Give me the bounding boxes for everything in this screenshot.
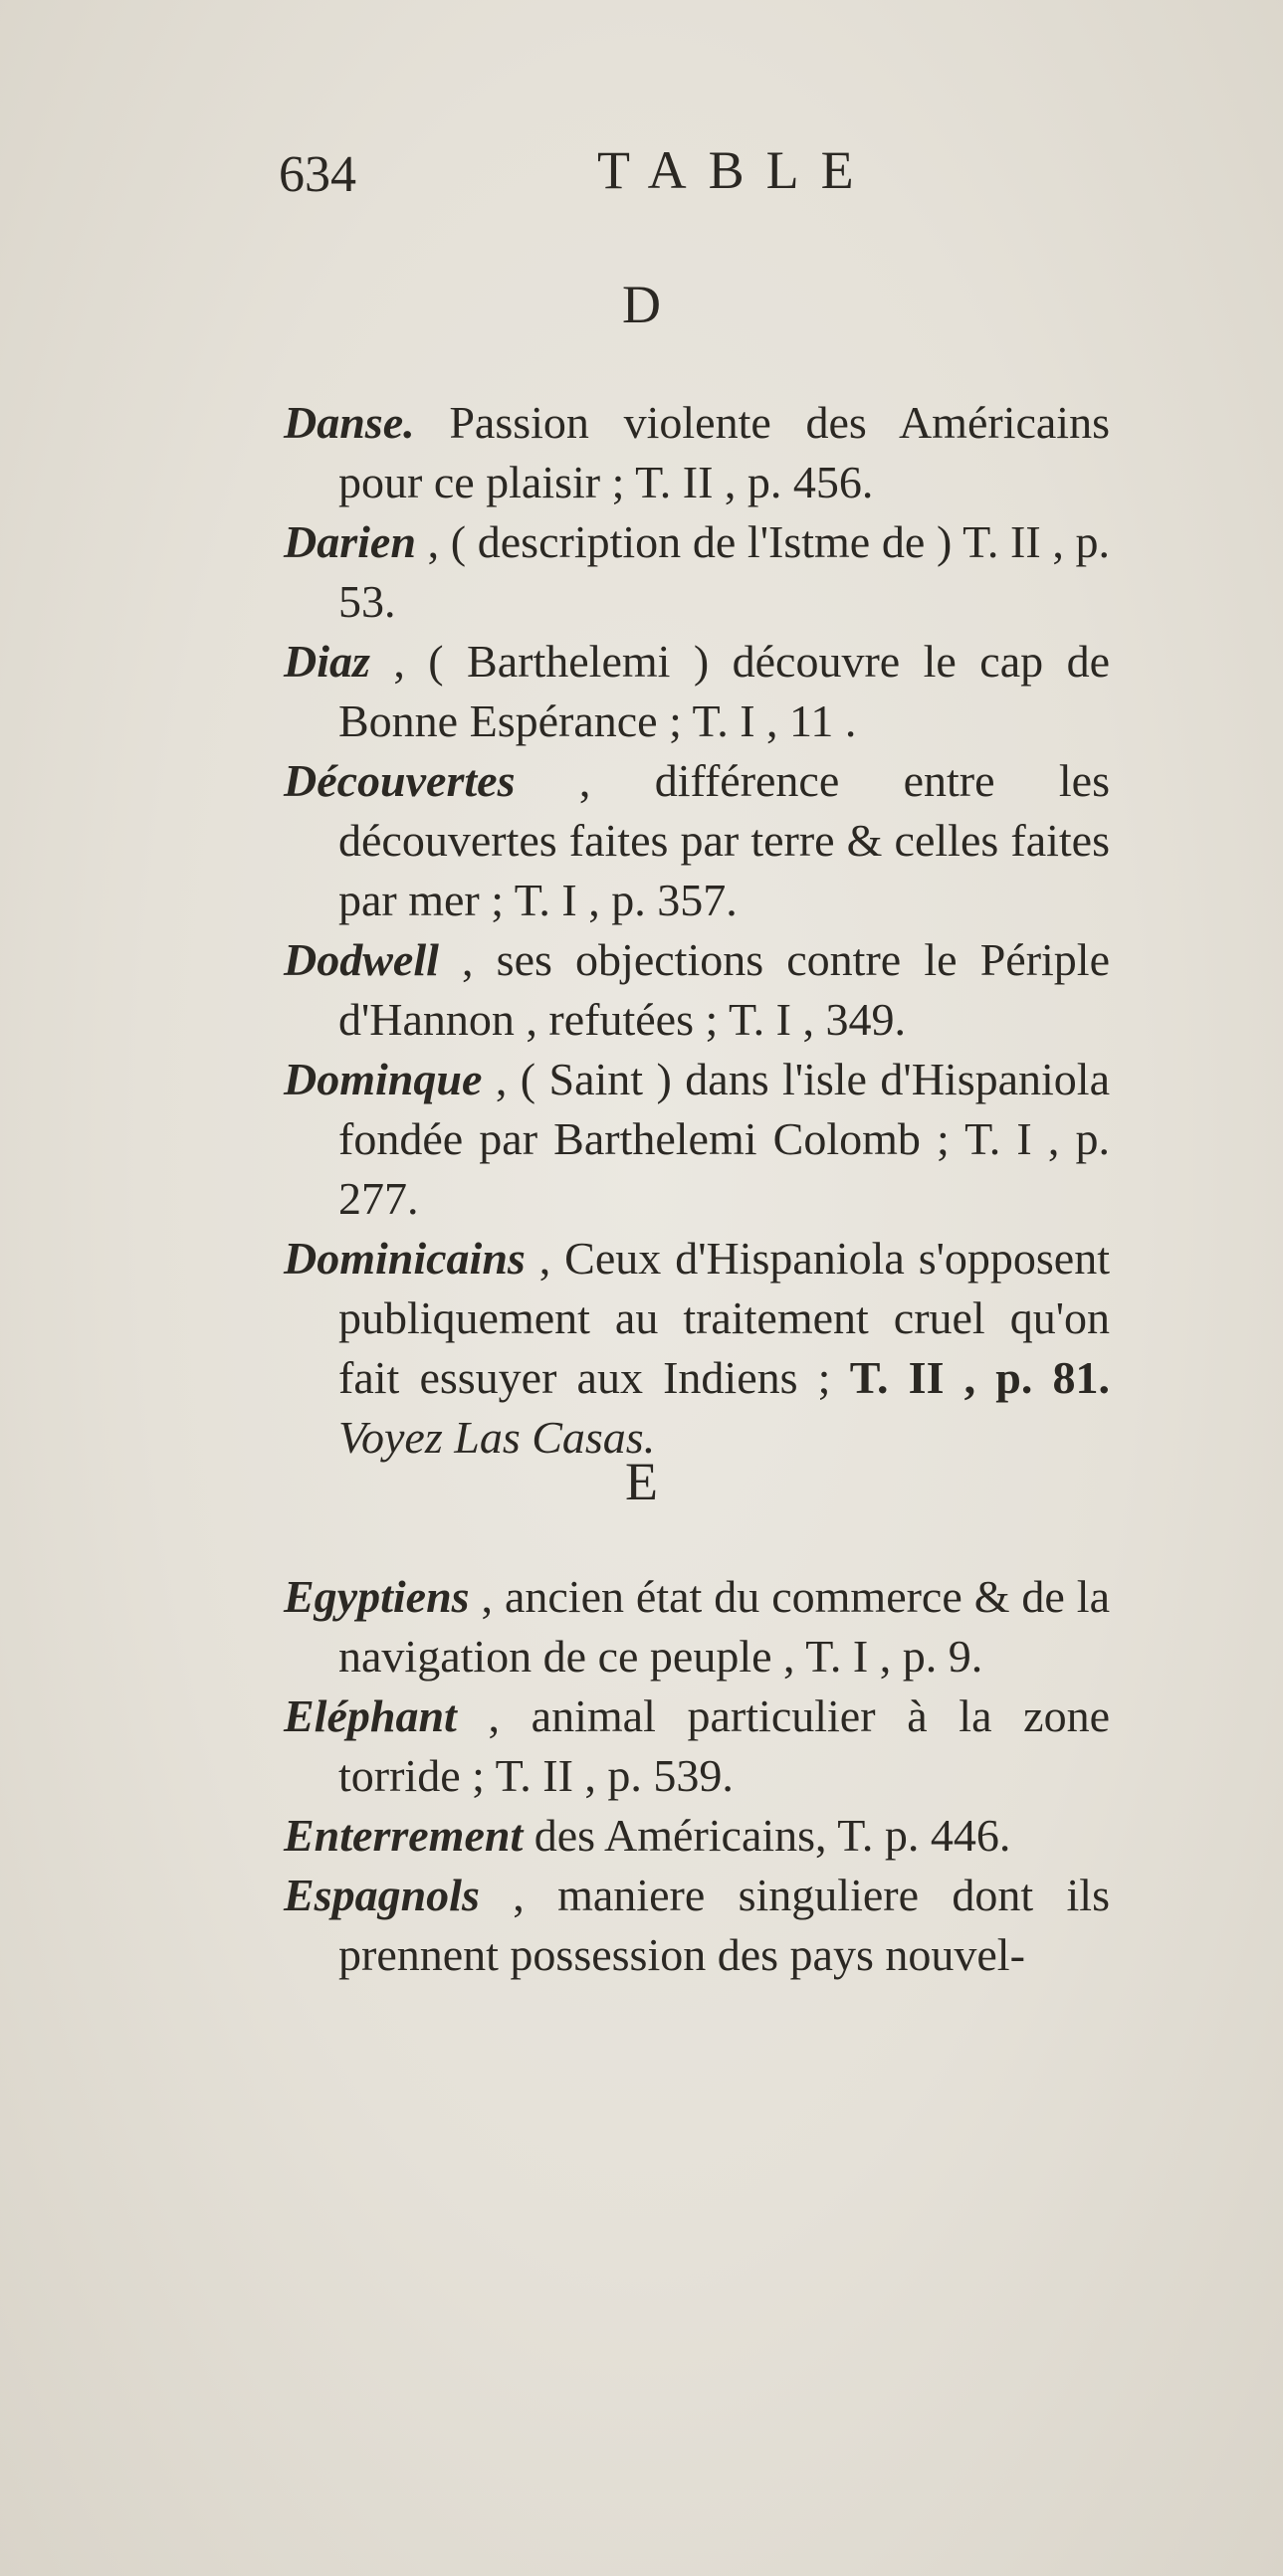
entry-text: , ( Saint ) dans l'isle d'Hispaniola fondée par Barthelemi Colomb ; T. I , p. 277. (338, 1054, 1110, 1224)
page-header (279, 139, 916, 219)
entry-headword: Darien (284, 516, 416, 567)
entry-text: , ( Barthelemi ) découvre le cap de Bonne Espérance ; T. I , 11 . (338, 636, 1110, 746)
entry-text: des Américains, T. p. 446. (523, 1810, 1011, 1861)
index-entry (284, 512, 1110, 632)
index-entry (284, 1229, 1110, 1468)
entry-headword: Egyptiens (284, 1571, 470, 1622)
entry-headword: Découvertes (284, 755, 516, 806)
entry-cross-reference: Voyez Las Casas. (338, 1412, 656, 1463)
section-letter-e: E (625, 1452, 658, 1511)
index-entry (284, 1806, 1110, 1866)
entry-headword: Espagnols (284, 1870, 480, 1920)
entry-text: , maniere singuliere dont ils prennent possession des pays nouvel- (338, 1870, 1110, 1980)
running-title: TABLE (597, 140, 876, 200)
section-letter-d: D (622, 275, 661, 334)
entry-text: , animal particulier à la zone torride ; T. II , p. 539. (338, 1690, 1110, 1801)
index-entry (284, 1866, 1110, 1985)
entry-headword: Dominicains (284, 1233, 526, 1284)
entry-text: Passion violente des Américains pour ce plaisir ; T. II , p. 456. (338, 397, 1110, 507)
page-number: 634 (279, 146, 356, 203)
entry-headword: Diaz (284, 636, 370, 687)
entry-reference: T. II , p. 81. (830, 1352, 1110, 1403)
index-section-d (284, 393, 1110, 1468)
index-entry (284, 393, 1110, 512)
entry-headword: Enterrement (284, 1810, 524, 1861)
index-entry (284, 1050, 1110, 1229)
entry-headword: Dominque (284, 1054, 483, 1104)
entry-text: , ancien état du commerce & de la navigation de ce peuple , T. I , p. 9. (338, 1571, 1110, 1682)
entry-text: , différence entre les découvertes faites par terre & celles faites par mer ; T. I , p. 357. (338, 755, 1110, 925)
index-section-e (284, 1567, 1110, 1985)
entry-text: , Ceux d'Hispaniola s'opposent publiquement au traitement cruel qu'on fait essuyer aux Indiens ; (338, 1233, 1110, 1403)
index-entry (284, 751, 1110, 930)
index-entry (284, 632, 1110, 751)
entry-headword: Eléphant (284, 1690, 457, 1741)
index-entry (284, 1686, 1110, 1806)
entry-text: , ( description de l'Istme de ) T. II , p. 53. (338, 516, 1110, 627)
entry-text: , ses objections contre le Périple d'Hannon , refutées ; T. I , 349. (338, 934, 1110, 1045)
entry-headword: Dodwell (284, 934, 439, 985)
index-entry (284, 930, 1110, 1050)
index-entry (284, 1567, 1110, 1686)
entry-headword: Danse. (284, 397, 415, 448)
